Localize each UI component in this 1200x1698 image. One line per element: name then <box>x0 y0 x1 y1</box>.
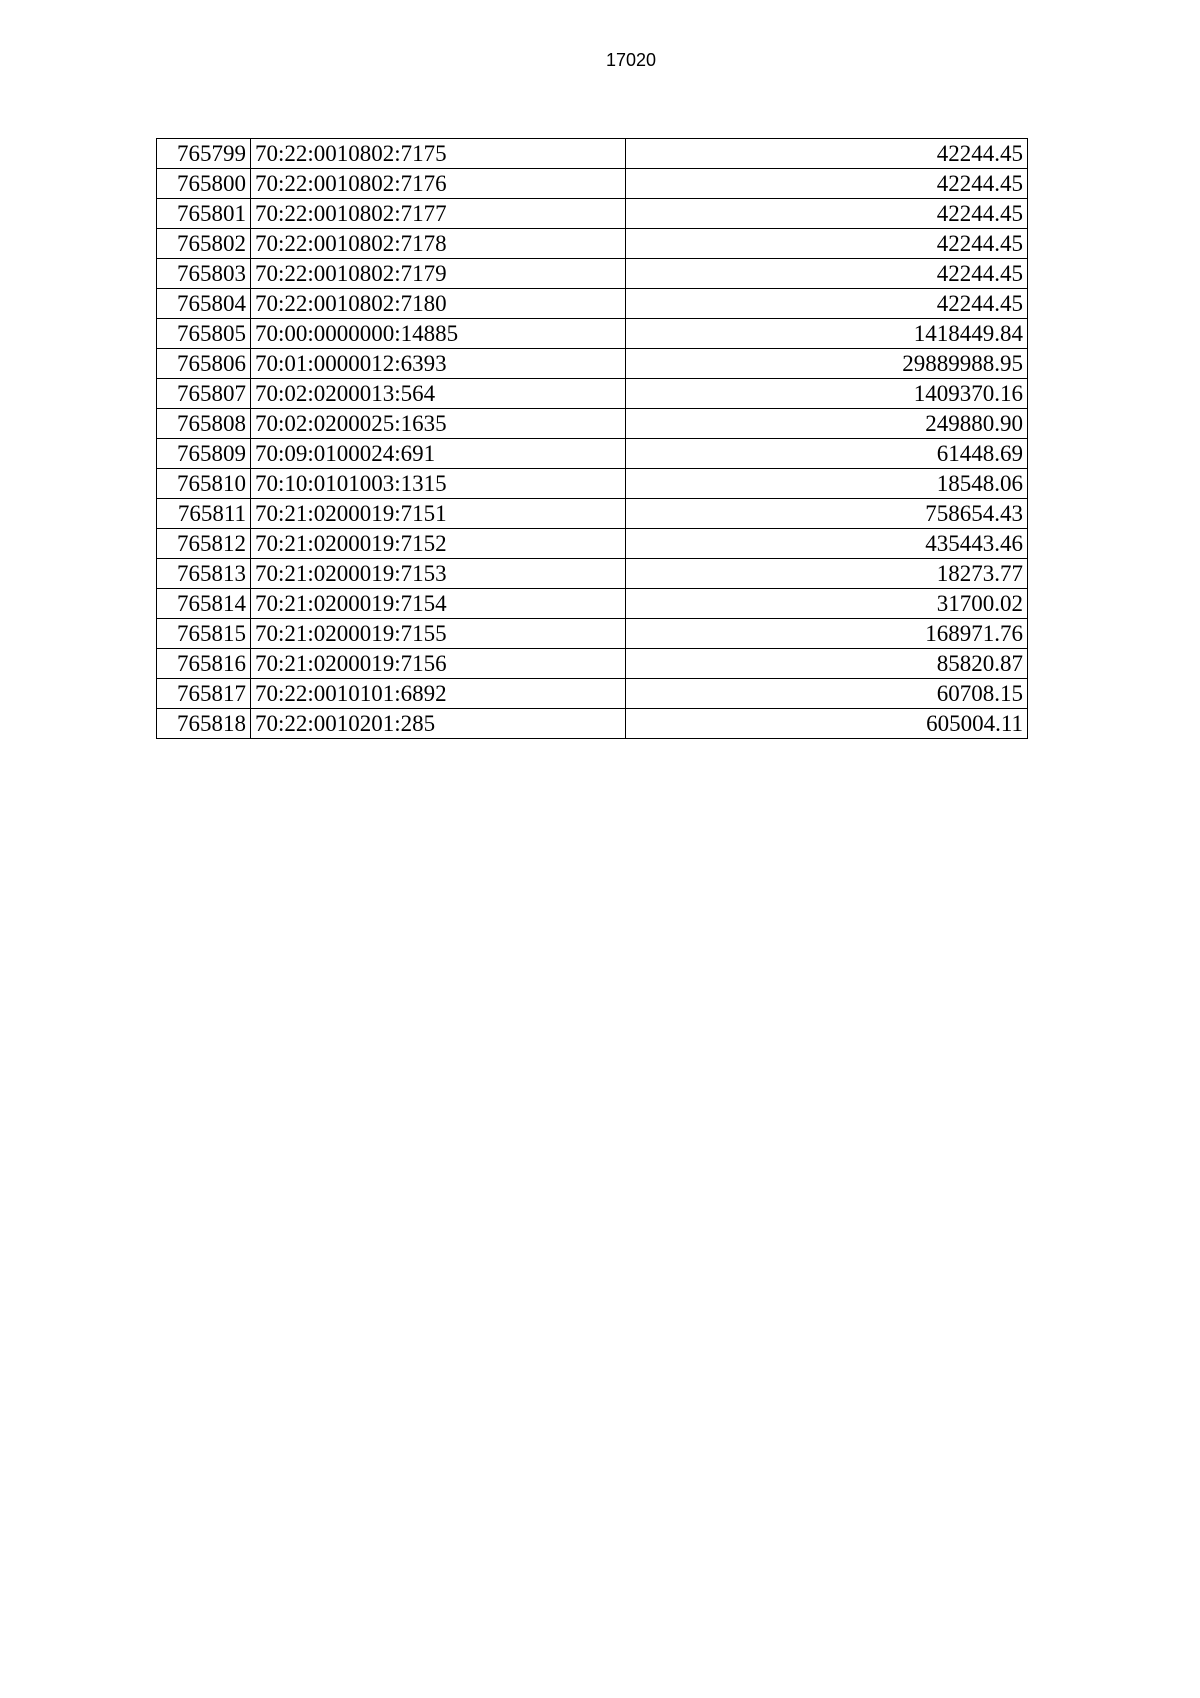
cadastral-value-cell: 42244.45 <box>626 259 1028 289</box>
cadastral-number-cell: 70:21:0200019:7152 <box>251 529 626 559</box>
cadastral-number-cell: 70:01:0000012:6393 <box>251 349 626 379</box>
cadastral-value-cell: 249880.90 <box>626 409 1028 439</box>
cadastral-number-cell: 70:10:0101003:1315 <box>251 469 626 499</box>
table-row <box>157 319 1028 349</box>
row-number-cell: 765800 <box>157 169 251 199</box>
row-number-cell: 765808 <box>157 409 251 439</box>
table-row <box>157 589 1028 619</box>
cadastral-number-cell: 70:22:0010802:7178 <box>251 229 626 259</box>
cadastral-number-cell: 70:02:0200013:564 <box>251 379 626 409</box>
cadastral-value-cell: 42244.45 <box>626 169 1028 199</box>
row-number-cell: 765810 <box>157 469 251 499</box>
table-row <box>157 559 1028 589</box>
row-number-cell: 765803 <box>157 259 251 289</box>
table-row <box>157 409 1028 439</box>
table-row <box>157 229 1028 259</box>
cadastral-number-cell: 70:22:0010802:7176 <box>251 169 626 199</box>
cadastral-number-cell: 70:21:0200019:7155 <box>251 619 626 649</box>
cadastral-value-cell: 435443.46 <box>626 529 1028 559</box>
row-number-cell: 765807 <box>157 379 251 409</box>
table-row <box>157 169 1028 199</box>
cadastral-value-cell: 168971.76 <box>626 619 1028 649</box>
cadastral-value-cell: 85820.87 <box>626 649 1028 679</box>
cadastral-value-cell: 42244.45 <box>626 199 1028 229</box>
cadastral-value-cell: 60708.15 <box>626 679 1028 709</box>
row-number-cell: 765802 <box>157 229 251 259</box>
cadastral-value-cell: 605004.11 <box>626 709 1028 739</box>
cadastral-number-cell: 70:22:0010101:6892 <box>251 679 626 709</box>
row-number-cell: 765801 <box>157 199 251 229</box>
row-number-cell: 765814 <box>157 589 251 619</box>
table-row <box>157 199 1028 229</box>
row-number-cell: 765817 <box>157 679 251 709</box>
table-row <box>157 709 1028 739</box>
cadastral-number-cell: 70:22:0010802:7180 <box>251 289 626 319</box>
cadastral-number-cell: 70:00:0000000:14885 <box>251 319 626 349</box>
cadastral-value-cell: 18548.06 <box>626 469 1028 499</box>
cadastral-number-cell: 70:09:0100024:691 <box>251 439 626 469</box>
table-row <box>157 259 1028 289</box>
cadastral-number-cell: 70:21:0200019:7156 <box>251 649 626 679</box>
row-number-cell: 765809 <box>157 439 251 469</box>
cadastral-number-cell: 70:22:0010802:7177 <box>251 199 626 229</box>
table-row <box>157 439 1028 469</box>
table-row <box>157 349 1028 379</box>
table-row <box>157 469 1028 499</box>
cadastral-value-cell: 758654.43 <box>626 499 1028 529</box>
cadastral-value-cell: 1409370.16 <box>626 379 1028 409</box>
table-row <box>157 139 1028 169</box>
table-body <box>157 139 1028 739</box>
row-number-cell: 765818 <box>157 709 251 739</box>
row-number-cell: 765813 <box>157 559 251 589</box>
table-row <box>157 529 1028 559</box>
table-row <box>157 619 1028 649</box>
page-number: 17020 <box>605 50 657 70</box>
cadastral-value-cell: 18273.77 <box>626 559 1028 589</box>
row-number-cell: 765806 <box>157 349 251 379</box>
row-number-cell: 765815 <box>157 619 251 649</box>
table-row <box>157 649 1028 679</box>
row-number-cell: 765805 <box>157 319 251 349</box>
cadastral-value-cell: 42244.45 <box>626 229 1028 259</box>
cadastral-value-cell: 61448.69 <box>626 439 1028 469</box>
table-row <box>157 289 1028 319</box>
cadastral-number-cell: 70:22:0010201:285 <box>251 709 626 739</box>
cadastral-value-cell: 42244.45 <box>626 139 1028 169</box>
row-number-cell: 765804 <box>157 289 251 319</box>
row-number-cell: 765799 <box>157 139 251 169</box>
cadastral-value-table <box>156 138 1028 739</box>
table-row <box>157 379 1028 409</box>
row-number-cell: 765816 <box>157 649 251 679</box>
cadastral-value-cell: 29889988.95 <box>626 349 1028 379</box>
cadastral-value-cell: 42244.45 <box>626 289 1028 319</box>
table-row <box>157 679 1028 709</box>
cadastral-number-cell: 70:02:0200025:1635 <box>251 409 626 439</box>
cadastral-value-cell: 1418449.84 <box>626 319 1028 349</box>
cadastral-number-cell: 70:21:0200019:7153 <box>251 559 626 589</box>
row-number-cell: 765812 <box>157 529 251 559</box>
cadastral-number-cell: 70:21:0200019:7154 <box>251 589 626 619</box>
cadastral-number-cell: 70:21:0200019:7151 <box>251 499 626 529</box>
cadastral-number-cell: 70:22:0010802:7175 <box>251 139 626 169</box>
row-number-cell: 765811 <box>157 499 251 529</box>
cadastral-number-cell: 70:22:0010802:7179 <box>251 259 626 289</box>
cadastral-value-cell: 31700.02 <box>626 589 1028 619</box>
table-row <box>157 499 1028 529</box>
